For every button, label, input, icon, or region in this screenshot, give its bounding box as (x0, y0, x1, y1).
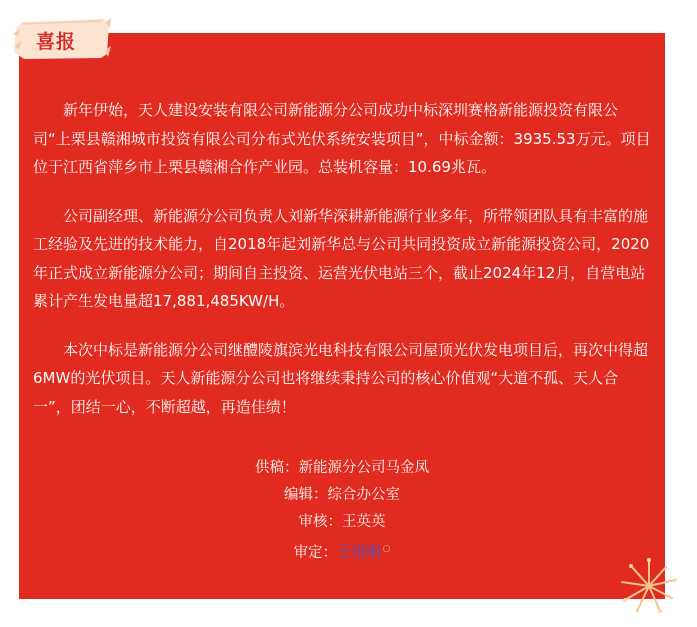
paragraph-team-background: 公司副经理、新能源分公司负责人刘新华深耕新能源行业多年，所带领团队具有丰富的施工经验及先进的技术能力，自2018年起刘新华总与公司共同投资成立新能源投资公司，2020年正式成立新能源分公司；期间自主投资、运营光伏电站三个，截止2024年12月，自营电站累计产生发电量超17,881,485KW/H。 (33, 206, 650, 310)
credits-block (19, 455, 665, 567)
editor-line: 编辑：综合办公室 (284, 487, 400, 503)
approver-line (19, 536, 665, 567)
badge-label: 喜报 (36, 31, 77, 53)
good-news-badge (12, 14, 112, 62)
approver-label: 审定： (293, 544, 338, 561)
paragraph-bid-award: 新年伊始，天人建设安装有限公司新能源分公司成功中标深圳赛格新能源投资有限公司“上栗县赣湘城市投资有限公司分布式光伏系统安装项目”，中标金额：3935.53万元。项目位于江西省萍乡市上栗县赣湘合作产业园。总装机容量：10.69兆瓦。 (33, 101, 651, 176)
paragraph-project-summary: 本次中标是新能源分公司继醴陵旗滨光电科技有限公司屋顶光伏发电项目后，再次中得超6MW的光伏项目。天人新能源分公司也将继续秉持公司的核心价值观“大道不孤、天人合一”，团结一心，不断超越，再造佳绩！ (33, 340, 649, 416)
circle-mark-icon: ○ (382, 544, 391, 554)
article-body (33, 96, 653, 441)
reviewer-line: 审核：王英英 (298, 514, 386, 530)
firework-icon (614, 556, 684, 620)
approver-name: 王崇刚 (337, 544, 381, 561)
contributor-line: 供稿：新能源分公司马金凤 (255, 460, 429, 476)
